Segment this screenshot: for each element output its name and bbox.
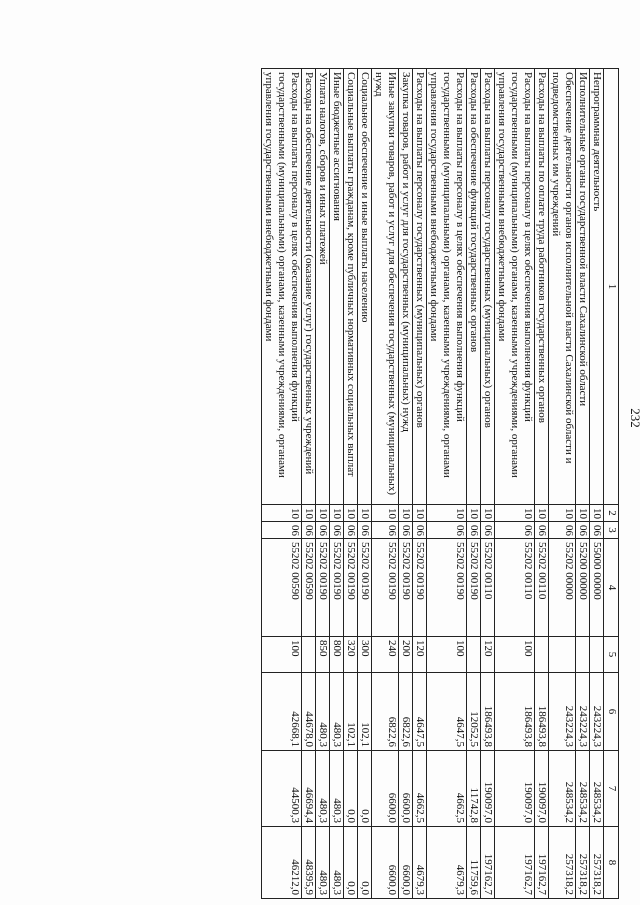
table-row (262, 69, 302, 899)
table-row (576, 69, 590, 899)
row-year-2-value: 248534,2 (590, 751, 604, 827)
row-section-cell: 10 (344, 505, 358, 522)
row-section-cell: 10 (535, 505, 549, 522)
row-name-cell: Расходы на выплаты персоналу в целях обеспечения выполнения функций государственными (муниципальными) органами, казенными учреждениями, органами управления государственными внебюджетными фондами (262, 69, 302, 505)
row-target-article-cell: 55202 00590 (262, 539, 302, 637)
row-expense-type-cell: 200 (399, 637, 413, 673)
row-section-cell: 10 (481, 505, 495, 522)
row-name-cell: Социальное обеспечение и иные выплаты населению (358, 69, 372, 505)
row-year-2-value: 6600,0 (399, 751, 413, 827)
row-year-3-value: 197162,7 (495, 827, 535, 899)
row-year-3-value: 4679,3 (413, 827, 427, 899)
row-subsection-cell: 06 (399, 522, 413, 539)
row-name-cell: Закупка товаров, работ и услуг для государственных (муниципальных) нужд (399, 69, 413, 505)
row-target-article-cell: 55202 00000 (549, 539, 576, 637)
row-year-3-value: 197162,7 (481, 827, 495, 899)
row-subsection-cell: 06 (302, 522, 316, 539)
table-body (262, 69, 604, 899)
row-year-1-value: 6822,6 (372, 673, 399, 751)
row-expense-type-cell: 100 (262, 637, 302, 673)
row-subsection-cell: 06 (481, 522, 495, 539)
header-cell-year-2: 7 (604, 751, 619, 827)
row-year-1-value: 186493,8 (535, 673, 549, 751)
row-year-2-value: 11742,8 (467, 751, 481, 827)
row-year-3-value: 6600,0 (372, 827, 399, 899)
row-name-cell: Расходы на выплаты персоналу государственных (муниципальных) органов (413, 69, 427, 505)
table-row (372, 69, 399, 899)
row-year-2-value: 46694,4 (302, 751, 316, 827)
row-target-article-cell: 55202 00190 (316, 539, 330, 637)
row-year-1-value: 186493,8 (481, 673, 495, 751)
row-year-2-value: 480,3 (330, 751, 344, 827)
table-row (495, 69, 535, 899)
row-target-article-cell: 55202 00590 (302, 539, 316, 637)
row-target-article-cell: 55202 00110 (495, 539, 535, 637)
row-name-cell: Иные бюджетные ассигнования (330, 69, 344, 505)
row-year-3-value: 257318,2 (590, 827, 604, 899)
row-year-3-value: 6600,0 (399, 827, 413, 899)
row-year-3-value: 0,0 (344, 827, 358, 899)
row-expense-type-cell: 100 (495, 637, 535, 673)
row-name-cell: Исполнительные органы государственной власти Сахалинской области (576, 69, 590, 505)
row-section-cell: 10 (549, 505, 576, 522)
row-section-cell: 10 (413, 505, 427, 522)
row-year-3-value: 257318,2 (576, 827, 590, 899)
row-year-2-value: 190097,0 (481, 751, 495, 827)
row-name-cell: Расходы на выплаты персоналу государственных (муниципальных) органов (481, 69, 495, 505)
row-subsection-cell: 06 (427, 522, 467, 539)
row-year-1-value: 480,3 (330, 673, 344, 751)
row-subsection-cell: 06 (372, 522, 399, 539)
row-name-cell: Непрограммная деятельность (590, 69, 604, 505)
row-year-2-value: 4662,5 (427, 751, 467, 827)
header-cell-target-article: 4 (604, 539, 619, 637)
row-year-3-value: 4679,3 (427, 827, 467, 899)
row-year-1-value: 44678,0 (302, 673, 316, 751)
row-year-1-value: 6822,6 (399, 673, 413, 751)
row-section-cell: 10 (399, 505, 413, 522)
row-name-cell: Расходы на выплаты персоналу в целях обеспечения выполнения функций государственными (муниципальными) органами, казенными учреждениями, органами управления государственными внебюджетными фондами (495, 69, 535, 505)
row-year-1-value: 4647,5 (427, 673, 467, 751)
row-target-article-cell: 55202 00190 (358, 539, 372, 637)
row-name-cell: Иные закупки товаров, работ и услуг для обеспечения государственных (муниципальных) нужд (372, 69, 399, 505)
row-year-2-value: 480,3 (316, 751, 330, 827)
page-number: 232 (628, 408, 643, 428)
table-row (413, 69, 427, 899)
row-expense-type-cell (590, 637, 604, 673)
header-cell-expense-type: 5 (604, 637, 619, 673)
row-expense-type-cell: 850 (316, 637, 330, 673)
row-year-2-value: 248534,2 (576, 751, 590, 827)
row-section-cell: 10 (302, 505, 316, 522)
row-year-1-value: 243224,3 (590, 673, 604, 751)
row-year-1-value: 480,3 (316, 673, 330, 751)
row-section-cell: 10 (576, 505, 590, 522)
row-year-2-value: 190097,0 (495, 751, 535, 827)
row-target-article-cell: 55202 00190 (467, 539, 481, 637)
row-year-3-value: 480,3 (316, 827, 330, 899)
row-name-cell: Расходы на выплаты персоналу в целях обеспечения выполнения функций государственными (муниципальными) органами, казенными учреждениями, органами управления государственными внебюджетными фондами (427, 69, 467, 505)
row-subsection-cell: 06 (316, 522, 330, 539)
table-row (535, 69, 549, 899)
row-year-1-value: 102,1 (344, 673, 358, 751)
row-target-article-cell: 55202 00190 (330, 539, 344, 637)
row-target-article-cell: 55202 00190 (413, 539, 427, 637)
row-target-article-cell: 55202 00190 (372, 539, 399, 637)
table-row (344, 69, 358, 899)
row-section-cell: 10 (467, 505, 481, 522)
row-expense-type-cell: 100 (427, 637, 467, 673)
budget-table (261, 68, 619, 899)
row-subsection-cell: 06 (358, 522, 372, 539)
row-year-3-value: 46212,0 (262, 827, 302, 899)
row-expense-type-cell: 120 (413, 637, 427, 673)
row-target-article-cell: 55202 00110 (481, 539, 495, 637)
row-year-3-value: 11759,6 (467, 827, 481, 899)
row-section-cell: 10 (495, 505, 535, 522)
row-name-cell: Обеспечение деятельности органов исполнительной власти Сахалинской области и подведомственных им учреждений (549, 69, 576, 505)
row-year-3-value: 197162,7 (535, 827, 549, 899)
row-target-article-cell: 55202 00190 (427, 539, 467, 637)
row-expense-type-cell (535, 637, 549, 673)
row-year-2-value: 6600,0 (372, 751, 399, 827)
row-expense-type-cell: 320 (344, 637, 358, 673)
row-expense-type-cell: 240 (372, 637, 399, 673)
row-name-cell: Расходы на выплаты по оплате труда работников государственных органов (535, 69, 549, 505)
row-expense-type-cell: 800 (330, 637, 344, 673)
row-section-cell: 10 (262, 505, 302, 522)
row-name-cell: Социальные выплаты гражданам, кроме публичных нормативных социальных выплат (344, 69, 358, 505)
row-year-1-value: 243224,3 (549, 673, 576, 751)
table-header-row (604, 69, 619, 899)
row-subsection-cell: 06 (413, 522, 427, 539)
row-subsection-cell: 06 (495, 522, 535, 539)
row-year-2-value: 0,0 (358, 751, 372, 827)
row-section-cell: 10 (372, 505, 399, 522)
row-year-3-value: 257318,2 (549, 827, 576, 899)
row-subsection-cell: 06 (467, 522, 481, 539)
table-row (481, 69, 495, 899)
row-subsection-cell: 06 (330, 522, 344, 539)
header-cell-section: 2 (604, 505, 619, 522)
row-year-3-value: 48395,9 (302, 827, 316, 899)
rotated-budget-table-sheet (44, 68, 643, 898)
row-name-cell: Расходы на обеспечение деятельности (оказание услуг) государственных учреждений (302, 69, 316, 505)
row-name-cell: Уплата налогов, сборов и иных платежей (316, 69, 330, 505)
row-target-article-cell: 55202 00190 (399, 539, 413, 637)
row-year-2-value: 0,0 (344, 751, 358, 827)
row-expense-type-cell (467, 637, 481, 673)
row-year-1-value: 12052,5 (467, 673, 481, 751)
header-cell-year-1: 6 (604, 673, 619, 751)
row-year-2-value: 190097,0 (535, 751, 549, 827)
row-subsection-cell: 06 (262, 522, 302, 539)
row-name-cell: Расходы на обеспечение функций государственных органов (467, 69, 481, 505)
row-section-cell: 10 (427, 505, 467, 522)
row-year-1-value: 243224,3 (576, 673, 590, 751)
row-year-1-value: 4647,5 (413, 673, 427, 751)
row-year-2-value: 44500,3 (262, 751, 302, 827)
row-year-1-value: 102,1 (358, 673, 372, 751)
row-section-cell: 10 (330, 505, 344, 522)
table-row (316, 69, 330, 899)
header-cell-subsection: 3 (604, 522, 619, 539)
row-target-article-cell: 55202 00190 (344, 539, 358, 637)
row-subsection-cell: 06 (576, 522, 590, 539)
row-expense-type-cell (576, 637, 590, 673)
row-year-1-value: 42668,1 (262, 673, 302, 751)
table-row (302, 69, 316, 899)
row-subsection-cell: 06 (549, 522, 576, 539)
row-target-article-cell: 55000 00000 (590, 539, 604, 637)
row-expense-type-cell: 300 (358, 637, 372, 673)
row-year-1-value: 186493,8 (495, 673, 535, 751)
row-year-3-value: 480,3 (330, 827, 344, 899)
table-row (427, 69, 467, 899)
row-subsection-cell: 06 (590, 522, 604, 539)
row-section-cell: 10 (590, 505, 604, 522)
row-year-2-value: 4662,5 (413, 751, 427, 827)
table-row (399, 69, 413, 899)
table-row (330, 69, 344, 899)
row-target-article-cell: 55202 00110 (535, 539, 549, 637)
header-cell-name: 1 (604, 69, 619, 505)
table-row (467, 69, 481, 899)
row-section-cell: 10 (316, 505, 330, 522)
row-expense-type-cell (549, 637, 576, 673)
row-target-article-cell: 55200 00000 (576, 539, 590, 637)
row-expense-type-cell (302, 637, 316, 673)
row-subsection-cell: 06 (344, 522, 358, 539)
row-year-3-value: 0,0 (358, 827, 372, 899)
table-row (358, 69, 372, 899)
header-cell-year-3: 8 (604, 827, 619, 899)
table-row (590, 69, 604, 899)
row-section-cell: 10 (358, 505, 372, 522)
row-subsection-cell: 06 (535, 522, 549, 539)
row-year-2-value: 248534,2 (549, 751, 576, 827)
table-row (549, 69, 576, 899)
row-expense-type-cell: 120 (481, 637, 495, 673)
